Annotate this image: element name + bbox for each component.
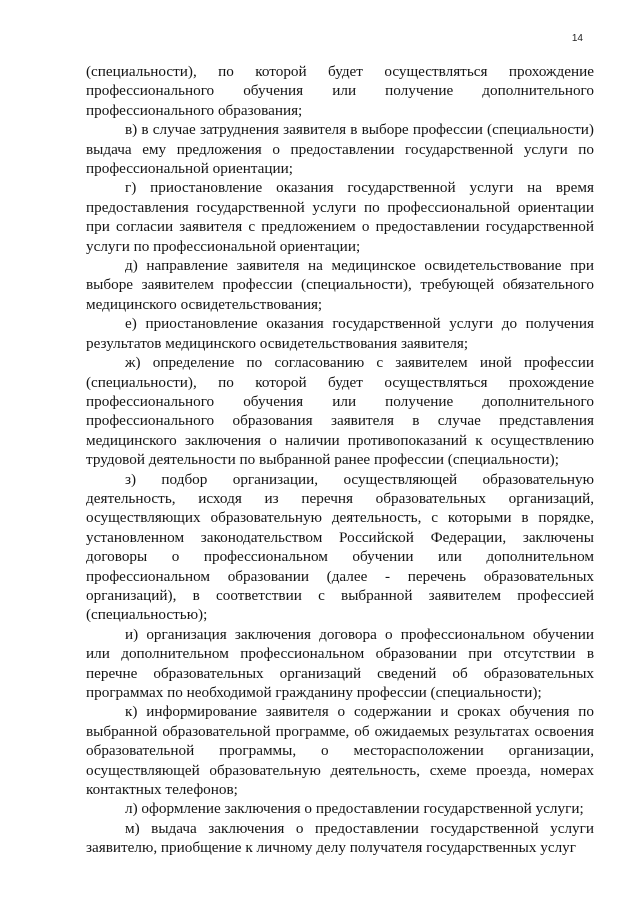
paragraph-item-zh: ж) определение по согласованию с заявителем иной профессии (специальности), по которой будет осуществляться прохождение профессионального обучения или получение дополнительного профессионального образования заявителя в случае представления медицинского заключения о наличии противопоказаний к осуществлению трудовой деятельности по выбранной ранее профессии (специальности); (86, 354, 594, 469)
paragraph-item-z: з) подбор организации, осуществляющей образовательную деятельность, исходя из перечня образовательных организаций, осуществляющих образовательную деятельность, с которыми в порядке, установленном законодательством Российской Федерации, заключены договоры о профессиональном обучении или дополнительном профессиональном образовании (далее - перечень образовательных организаций), в соответствии с выбранной заявителем профессией (специальностью); (86, 470, 594, 624)
paragraph-continuation: (специальности), по которой будет осуществляться прохождение профессионального обучения или получение дополнительного профессионального образования; (86, 63, 594, 119)
paragraph-item-g: г) приостановление оказания государственной услуги на время предоставления государственной услуги по профессиональной ориентации при согласии заявителя с предложением о предоставлении государственной услуги по профессиональной ориентации; (86, 179, 594, 255)
page-number: 14 (571, 33, 583, 44)
paragraph-item-d: д) направление заявителя на медицинское освидетельствование при выборе заявителем профессии (специальности), требующей обязательного медицинского освидетельствования; (86, 257, 594, 313)
paragraph-item-m: м) выдача заключения о предоставлении государственной услуги заявителю, приобщение к личному делу получателя государственных услуг (86, 819, 594, 857)
paragraph-item-i: и) организация заключения договора о профессиональном обучении или дополнительном профессиональном образовании при отсутствии в перечне образовательных организаций сведений об образовательных программах по необходимой гражданину профессии (специальности); (86, 625, 594, 701)
document-body (86, 62, 594, 858)
paragraph-item-k: к) информирование заявителя о содержании и сроках обучения по выбранной образовательной программе, об ожидаемых результатах освоения образовательной программы, о месторасположении организации, осуществляющей образовательную деятельность, схеме проезда, номерах контактных телефонов; (86, 703, 594, 799)
paragraph-item-l: л) оформление заключения о предоставлении государственной услуги; (125, 800, 584, 818)
paragraph-item-e: е) приостановление оказания государственной услуги до получения результатов медицинского освидетельствования заявителя; (86, 315, 594, 352)
paragraph-item-v: в) в случае затруднения заявителя в выборе профессии (специальности) выдача ему предложения о предоставлении государственной услуги по профессиональной ориентации; (86, 121, 594, 178)
